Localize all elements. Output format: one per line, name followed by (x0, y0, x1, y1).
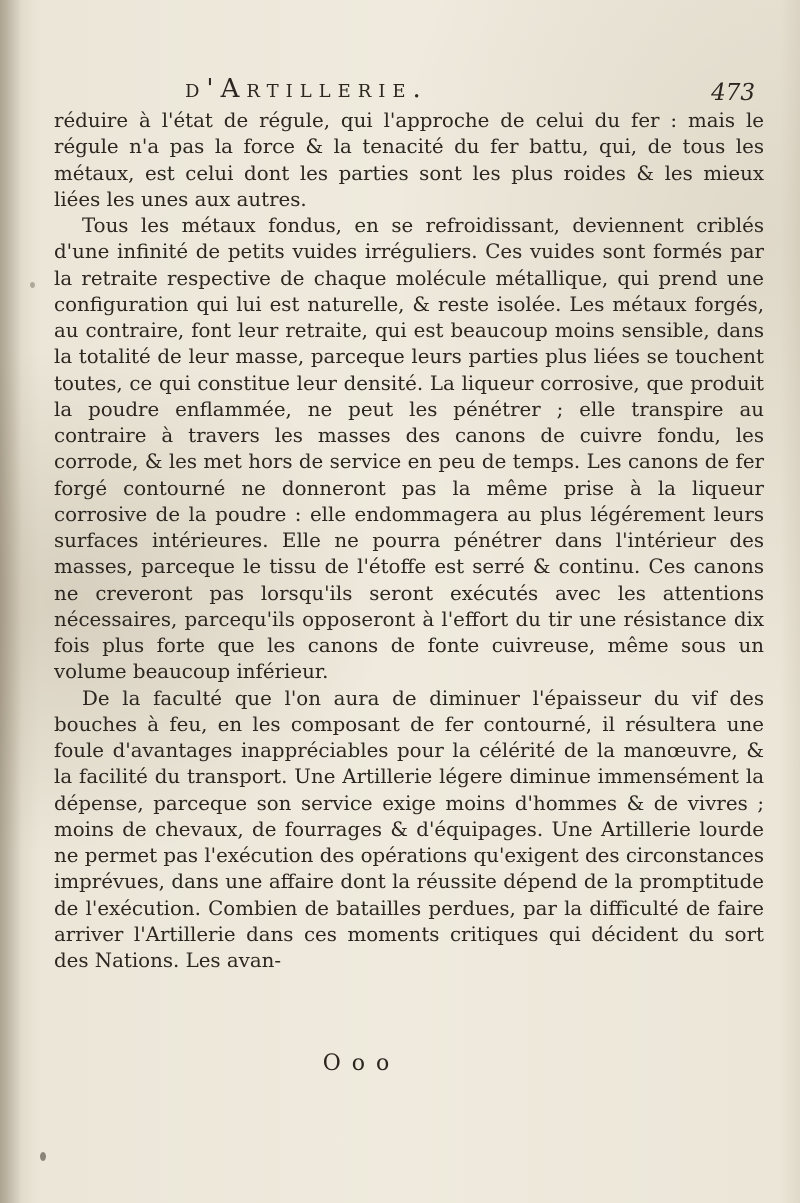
paragraph-2: Tous les métaux fondus, en se refroidissant, deviennent criblés d'une infinité de petits vuides irréguliers. Ces vuides sont formés par la retraite respective de chaque molécule métallique, qui prend une configuration qui lui est naturelle, & reste isolée. Les métaux forgés, au contraire, font leur retraite, qui est beaucoup moins sensible, dans la totalité de leur masse, parceque leurs parties plus liées se touchent toutes, ce qui constitue leur densité. La liqueur corrosive, que produit la poudre enflammée, ne peut les pénétrer ; elle transpire au contraire à travers les masses des canons de cuivre fondu, les corrode, & les met hors de service en peu de temps. Les canons de fer forgé contourné ne donneront pas la même prise à la liqueur corrosive de la poudre : elle endommagera au plus légérement leurs surfaces intérieures. Elle ne pourra pénétrer dans l'intérieur des masses, parceque le tissu de l'étoffe est serré & continu. Ces canons ne creveront pas lorsqu'ils seront exécutés avec les attentions nécessaires, parcequ'ils opposeront à l'effort du tir une résistance dix fois plus forte que les canons de fonte cuivreuse, même sous un volume beaucoup inférieur. (54, 214, 764, 684)
body-text (54, 108, 764, 974)
paragraph-1: réduire à l'état de régule, qui l'approche de celui du fer : mais le régule n'a pas la force & la tenacité du fer battu, qui, de tous les métaux, est celui dont les parties sont les plus roides & les mieux liées les unes aux autres. (54, 109, 764, 211)
paragraph-3: De la faculté que l'on aura de diminuer l'épaisseur du vif des bouches à feu, en les composant de fer contourné, il résultera une foule d'avantages inappréciables pour la célérité de la manœuvre, & la facilité du transport. Une Artillerie légere diminue immensément la dépense, parceque son service exige moins d'hommes & de vivres ; moins de chevaux, de fourrages & d'équipages. Une Artillerie lourde ne permet pas l'exécution des opérations qu'exigent des circonstances imprévues, dans une affaire dont la réussite dépend de la promptitude de l'exécution. Combien de batailles perdues, par la difficulté de faire arriver l'Artillerie dans ces moments critiques qui décident du sort des Nations. Les avan- (54, 686, 764, 972)
running-head: d'Artillerie. (185, 74, 428, 104)
page-gutter-shadow (0, 0, 22, 1203)
ink-spot (30, 282, 35, 288)
signature-mark: O o o (322, 1051, 392, 1076)
page-header (185, 68, 755, 108)
ink-spot (40, 1152, 46, 1161)
page-number: 473 (711, 80, 755, 106)
